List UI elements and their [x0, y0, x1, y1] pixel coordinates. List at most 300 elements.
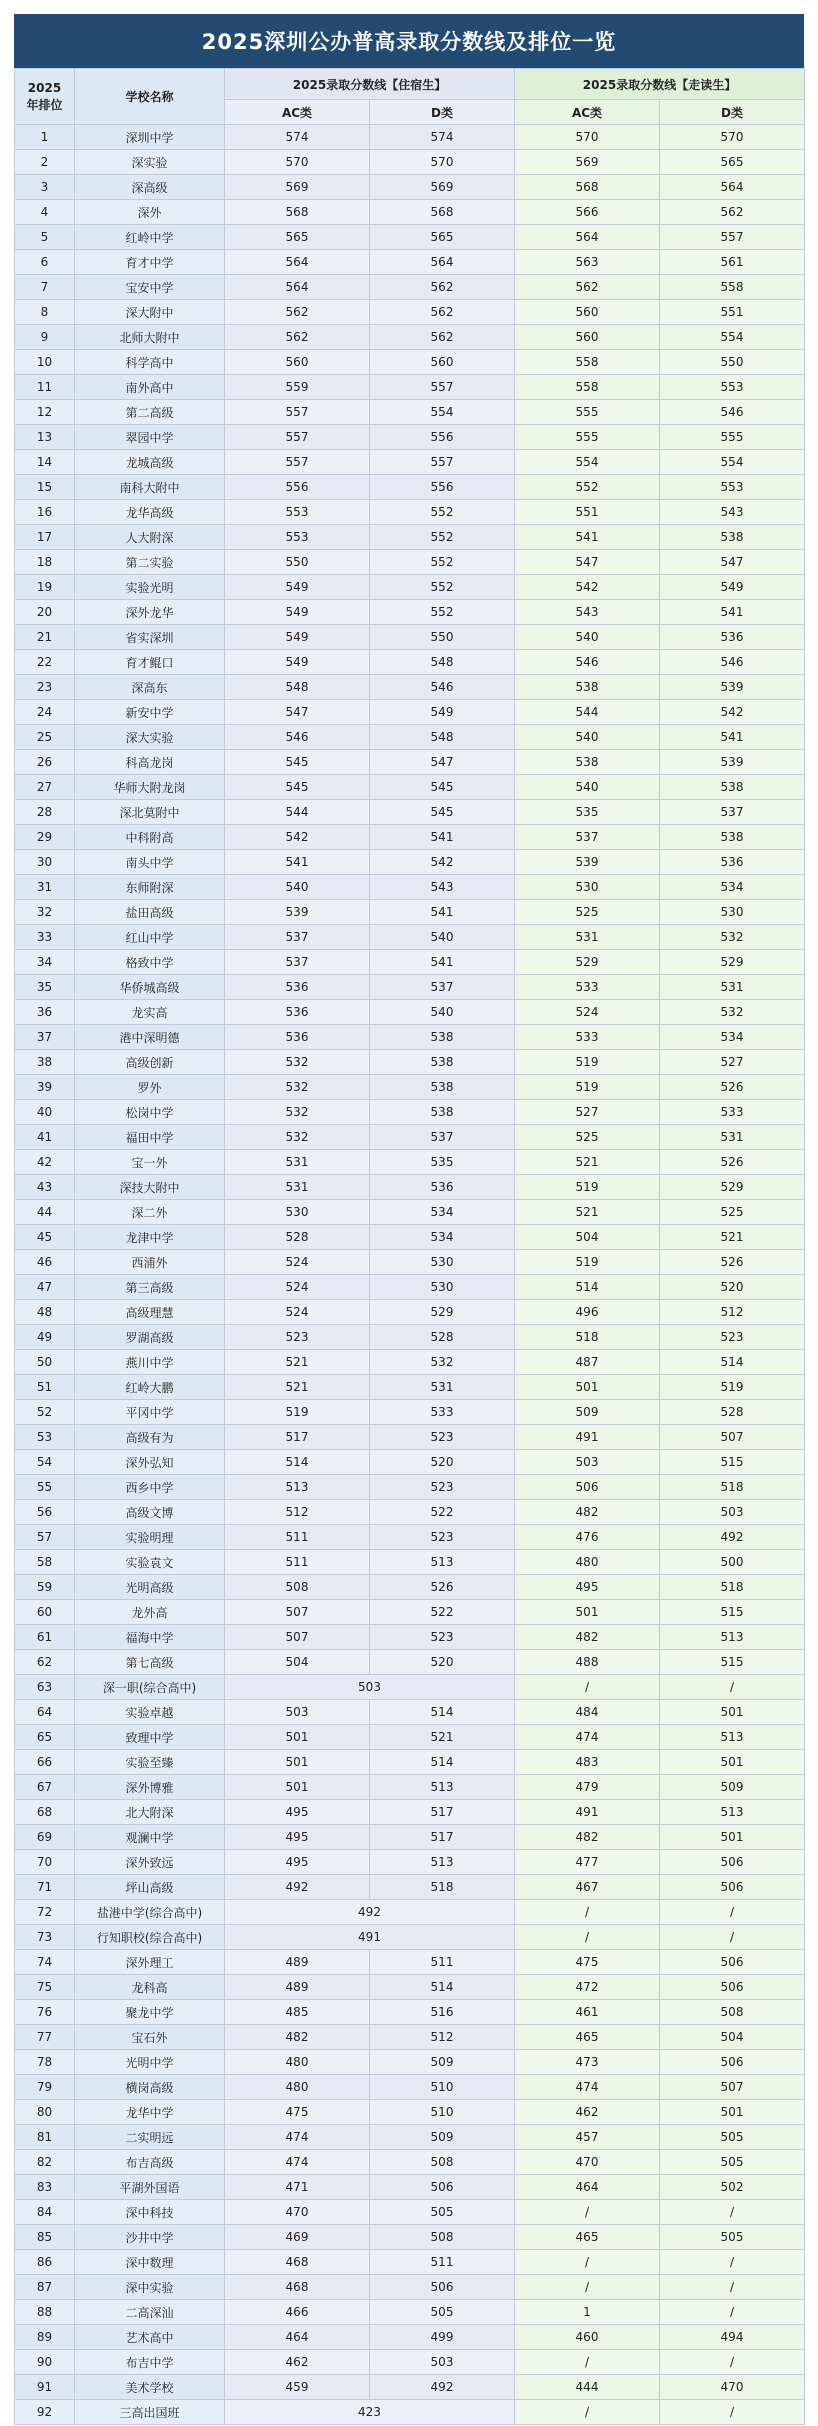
boarding-d-cell: 514: [370, 1750, 515, 1775]
walking-ac-cell: 535: [515, 800, 660, 825]
walking-d-cell: 539: [660, 675, 805, 700]
walking-ac-cell: 514: [515, 1275, 660, 1300]
school-name-cell: 省实深圳: [75, 625, 225, 650]
boarding-d-cell: 562: [370, 275, 515, 300]
table-row: [15, 1075, 805, 1100]
walking-ac-cell: 531: [515, 925, 660, 950]
walking-d-cell: 550: [660, 350, 805, 375]
walking-d-cell: 530: [660, 900, 805, 925]
walking-ac-cell: 501: [515, 1375, 660, 1400]
rank-cell: 32: [15, 900, 75, 925]
walking-ac-cell: 560: [515, 325, 660, 350]
boarding-ac-cell: 489: [225, 1975, 370, 2000]
rank-cell: 20: [15, 600, 75, 625]
walking-d-cell: 514: [660, 1350, 805, 1375]
boarding-ac-cell: 574: [225, 125, 370, 150]
boarding-d-cell: 523: [370, 1625, 515, 1650]
boarding-d-cell: 557: [370, 450, 515, 475]
boarding-ac-cell: 568: [225, 200, 370, 225]
table-row: [15, 800, 805, 825]
boarding-d-cell: 521: [370, 1725, 515, 1750]
walking-d-cell: 515: [660, 1650, 805, 1675]
table-row: [15, 2225, 805, 2250]
boarding-ac-cell: 469: [225, 2225, 370, 2250]
table-row: [15, 1700, 805, 1725]
walking-d-cell: /: [660, 2300, 805, 2325]
rank-cell: 2: [15, 150, 75, 175]
walking-ac-cell: 460: [515, 2325, 660, 2350]
table-row: [15, 1900, 805, 1925]
walking-ac-cell: 527: [515, 1100, 660, 1125]
school-name-cell: 第二实验: [75, 550, 225, 575]
walking-ac-cell: /: [515, 2250, 660, 2275]
walking-d-cell: 527: [660, 1050, 805, 1075]
table-row: [15, 475, 805, 500]
boarding-ac-cell: 495: [225, 1850, 370, 1875]
walking-d-cell: 532: [660, 1000, 805, 1025]
school-name-cell: 科高龙岗: [75, 750, 225, 775]
table-row: [15, 525, 805, 550]
boarding-ac-cell: 531: [225, 1175, 370, 1200]
walking-ac-cell: 533: [515, 1025, 660, 1050]
walking-d-cell: 505: [660, 2225, 805, 2250]
rank-cell: 88: [15, 2300, 75, 2325]
boarding-ac-cell: 524: [225, 1250, 370, 1275]
school-name-cell: 福田中学: [75, 1125, 225, 1150]
rank-cell: 13: [15, 425, 75, 450]
rank-cell: 38: [15, 1050, 75, 1075]
walking-d-cell: 532: [660, 925, 805, 950]
boarding-d-cell: 557: [370, 375, 515, 400]
walking-ac-cell: 477: [515, 1850, 660, 1875]
walking-d-cell: 570: [660, 125, 805, 150]
walking-d-cell: 554: [660, 325, 805, 350]
school-name-cell: 深中实验: [75, 2275, 225, 2300]
rank-cell: 51: [15, 1375, 75, 1400]
school-name-cell: 新安中学: [75, 700, 225, 725]
rank-cell: 30: [15, 850, 75, 875]
table-row: [15, 2100, 805, 2125]
walking-d-cell: 537: [660, 800, 805, 825]
school-name-cell: 龙实高: [75, 1000, 225, 1025]
walking-d-cell: 541: [660, 600, 805, 625]
school-name-cell: 东师附深: [75, 875, 225, 900]
school-name-cell: 实验卓越: [75, 1700, 225, 1725]
walking-d-cell: 551: [660, 300, 805, 325]
table-row: [15, 325, 805, 350]
boarding-d-cell: 506: [370, 2175, 515, 2200]
rank-cell: 80: [15, 2100, 75, 2125]
boarding-ac-cell: 485: [225, 2000, 370, 2025]
walking-d-cell: 504: [660, 2025, 805, 2050]
walking-d-cell: 470: [660, 2375, 805, 2400]
walking-d-cell: 529: [660, 950, 805, 975]
walking-ac-cell: 542: [515, 575, 660, 600]
boarding-d-cell: 511: [370, 2250, 515, 2275]
school-name-cell: 高级文博: [75, 1500, 225, 1525]
boarding-ac-cell: 503: [225, 1700, 370, 1725]
boarding-ac-cell: 514: [225, 1450, 370, 1475]
school-name-cell: 深外致远: [75, 1850, 225, 1875]
rank-cell: 37: [15, 1025, 75, 1050]
walking-ac-cell: 465: [515, 2025, 660, 2050]
boarding-d-cell: 552: [370, 525, 515, 550]
table-row: [15, 2400, 805, 2425]
walking-d-cell: 546: [660, 650, 805, 675]
rank-cell: 83: [15, 2175, 75, 2200]
table-row: [15, 1425, 805, 1450]
rank-cell: 1: [15, 125, 75, 150]
boarding-d-cell: 574: [370, 125, 515, 150]
table-row: [15, 875, 805, 900]
table-row: [15, 1450, 805, 1475]
boarding-d-cell: 538: [370, 1100, 515, 1125]
school-name-cell: 平冈中学: [75, 1400, 225, 1425]
school-name-cell: 福海中学: [75, 1625, 225, 1650]
table-row: [15, 750, 805, 775]
table-row: [15, 700, 805, 725]
boarding-ac-cell: 475: [225, 2100, 370, 2125]
school-name-cell: 行知职校(综合高中): [75, 1925, 225, 1950]
boarding-d-cell: 543: [370, 875, 515, 900]
walking-d-cell: 562: [660, 200, 805, 225]
rank-cell: 27: [15, 775, 75, 800]
boarding-d-cell: 545: [370, 775, 515, 800]
school-name-cell: 港中深明德: [75, 1025, 225, 1050]
rank-cell: 77: [15, 2025, 75, 2050]
walking-ac-cell: 467: [515, 1875, 660, 1900]
table-row: [15, 225, 805, 250]
table-row: [15, 1625, 805, 1650]
table-row: [15, 275, 805, 300]
walking-d-cell: 505: [660, 2125, 805, 2150]
table-row: [15, 300, 805, 325]
walking-d-cell: 531: [660, 975, 805, 1000]
boarding-ac-cell: 546: [225, 725, 370, 750]
table-row: [15, 2050, 805, 2075]
boarding-ac-cell: 501: [225, 1725, 370, 1750]
walking-ac-cell: 506: [515, 1475, 660, 1500]
boarding-score-merged-cell: 492: [225, 1900, 515, 1925]
rank-cell: 84: [15, 2200, 75, 2225]
walking-d-cell: /: [660, 2200, 805, 2225]
boarding-d-cell: 538: [370, 1050, 515, 1075]
table-body: [15, 125, 805, 2425]
boarding-ac-cell: 536: [225, 1025, 370, 1050]
rank-cell: 69: [15, 1825, 75, 1850]
school-name-cell: 罗湖高级: [75, 1325, 225, 1350]
table-row: [15, 1975, 805, 2000]
school-name-cell: 致理中学: [75, 1725, 225, 1750]
walking-ac-cell: 543: [515, 600, 660, 625]
table-row: [15, 550, 805, 575]
walking-ac-cell: 569: [515, 150, 660, 175]
boarding-ac-cell: 553: [225, 500, 370, 525]
walking-ac-cell: /: [515, 2275, 660, 2300]
rank-cell: 42: [15, 1150, 75, 1175]
rank-cell: 67: [15, 1775, 75, 1800]
table-row: [15, 425, 805, 450]
school-name-cell: 深外理工: [75, 1950, 225, 1975]
walking-d-cell: 506: [660, 1850, 805, 1875]
boarding-ac-cell: 539: [225, 900, 370, 925]
boarding-d-cell: 505: [370, 2300, 515, 2325]
boarding-d-cell: 556: [370, 475, 515, 500]
walking-ac-cell: 501: [515, 1600, 660, 1625]
boarding-d-cell: 510: [370, 2100, 515, 2125]
walking-ac-cell: 554: [515, 450, 660, 475]
school-name-cell: 宝石外: [75, 2025, 225, 2050]
walking-ac-cell: 480: [515, 1550, 660, 1575]
school-name-cell: 北大附深: [75, 1800, 225, 1825]
school-name-cell: 深外龙华: [75, 600, 225, 625]
rank-cell: 35: [15, 975, 75, 1000]
walking-ac-cell: 519: [515, 1175, 660, 1200]
boarding-ac-cell: 492: [225, 1875, 370, 1900]
boarding-ac-cell: 511: [225, 1550, 370, 1575]
rank-cell: 8: [15, 300, 75, 325]
rank-cell: 91: [15, 2375, 75, 2400]
boarding-d-cell: 520: [370, 1650, 515, 1675]
rank-cell: 5: [15, 225, 75, 250]
boarding-d-cell: 513: [370, 1850, 515, 1875]
walking-ac-cell: /: [515, 2400, 660, 2425]
school-name-cell: 罗外: [75, 1075, 225, 1100]
rank-cell: 59: [15, 1575, 75, 1600]
boarding-d-cell: 550: [370, 625, 515, 650]
walking-d-cell: 549: [660, 575, 805, 600]
boarding-ac-cell: 545: [225, 775, 370, 800]
school-name-cell: 高级理慧: [75, 1300, 225, 1325]
walking-d-cell: 506: [660, 1875, 805, 1900]
rank-cell: 71: [15, 1875, 75, 1900]
walking-ac-cell: 538: [515, 675, 660, 700]
rank-cell: 24: [15, 700, 75, 725]
table-row: [15, 975, 805, 1000]
rank-cell: 29: [15, 825, 75, 850]
school-name-cell: 龙华中学: [75, 2100, 225, 2125]
table-row: [15, 1850, 805, 1875]
walking-ac-cell: 503: [515, 1450, 660, 1475]
walking-d-cell: 529: [660, 1175, 805, 1200]
school-name-cell: 龙城高级: [75, 450, 225, 475]
table-row: [15, 1925, 805, 1950]
walking-ac-cell: 568: [515, 175, 660, 200]
boarding-d-cell: 514: [370, 1700, 515, 1725]
walking-ac-cell: 524: [515, 1000, 660, 1025]
page-title: 2025深圳公办普高录取分数线及排位一览: [14, 14, 804, 68]
walking-d-cell: 557: [660, 225, 805, 250]
school-name-cell: 深大实验: [75, 725, 225, 750]
walking-ac-cell: 473: [515, 2050, 660, 2075]
boarding-d-cell: 528: [370, 1325, 515, 1350]
walking-d-cell: 501: [660, 1700, 805, 1725]
boarding-ac-cell: 462: [225, 2350, 370, 2375]
school-name-cell: 光明高级: [75, 1575, 225, 1600]
walking-ac-cell: 472: [515, 1975, 660, 2000]
boarding-d-cell: 552: [370, 575, 515, 600]
boarding-d-cell: 520: [370, 1450, 515, 1475]
walking-ac-cell: 521: [515, 1150, 660, 1175]
rank-cell: 44: [15, 1200, 75, 1225]
boarding-ac-cell: 547: [225, 700, 370, 725]
table-row: [15, 2275, 805, 2300]
walking-d-cell: 547: [660, 550, 805, 575]
walking-d-cell: 533: [660, 1100, 805, 1125]
table-row: [15, 1875, 805, 1900]
walking-d-cell: 554: [660, 450, 805, 475]
walking-d-cell: 553: [660, 475, 805, 500]
walking-ac-cell: 544: [515, 700, 660, 725]
walking-ac-cell: 551: [515, 500, 660, 525]
boarding-d-cell: 533: [370, 1400, 515, 1425]
walking-ac-cell: 474: [515, 1725, 660, 1750]
rank-cell: 58: [15, 1550, 75, 1575]
boarding-d-cell: 562: [370, 325, 515, 350]
school-name-cell: 光明中学: [75, 2050, 225, 2075]
boarding-ac-cell: 532: [225, 1050, 370, 1075]
boarding-ac-cell: 530: [225, 1200, 370, 1225]
boarding-ac-cell: 542: [225, 825, 370, 850]
rank-cell: 6: [15, 250, 75, 275]
boarding-ac-cell: 532: [225, 1125, 370, 1150]
boarding-ac-cell: 550: [225, 550, 370, 575]
table-row: [15, 725, 805, 750]
school-name-cell: 深高东: [75, 675, 225, 700]
table-row: [15, 900, 805, 925]
table-row: [15, 1175, 805, 1200]
walking-ac-cell: 562: [515, 275, 660, 300]
walking-d-cell: 500: [660, 1550, 805, 1575]
boarding-ac-cell: 495: [225, 1800, 370, 1825]
table-row: [15, 1750, 805, 1775]
table-row: [15, 1675, 805, 1700]
walking-ac-cell: 546: [515, 650, 660, 675]
boarding-d-cell: 506: [370, 2275, 515, 2300]
walking-ac-cell: /: [515, 2200, 660, 2225]
boarding-ac-cell: 528: [225, 1225, 370, 1250]
walking-ac-cell: 539: [515, 850, 660, 875]
rank-cell: 92: [15, 2400, 75, 2425]
table-row: [15, 150, 805, 175]
boarding-ac-cell: 519: [225, 1400, 370, 1425]
school-name-cell: 科学高中: [75, 350, 225, 375]
rank-cell: 68: [15, 1800, 75, 1825]
boarding-ac-cell: 482: [225, 2025, 370, 2050]
school-name-cell: 深北莫附中: [75, 800, 225, 825]
boarding-d-cell: 531: [370, 1375, 515, 1400]
rank-cell: 10: [15, 350, 75, 375]
rank-cell: 54: [15, 1450, 75, 1475]
boarding-ac-cell: 471: [225, 2175, 370, 2200]
school-name-cell: 松岗中学: [75, 1100, 225, 1125]
rank-cell: 75: [15, 1975, 75, 2000]
boarding-ac-cell: 545: [225, 750, 370, 775]
walking-d-cell: 526: [660, 1150, 805, 1175]
boarding-ac-cell: 540: [225, 875, 370, 900]
boarding-ac-cell: 557: [225, 425, 370, 450]
boarding-d-cell: 518: [370, 1875, 515, 1900]
rank-cell: 21: [15, 625, 75, 650]
boarding-d-cell: 517: [370, 1800, 515, 1825]
school-name-cell: 格致中学: [75, 950, 225, 975]
table-row: [15, 1300, 805, 1325]
rank-cell: 46: [15, 1250, 75, 1275]
boarding-score-merged-cell: 491: [225, 1925, 515, 1950]
boarding-score-header: 2025录取分数线【住宿生】: [225, 69, 515, 100]
boarding-ac-cell: 468: [225, 2250, 370, 2275]
school-name-cell: 高级创新: [75, 1050, 225, 1075]
boarding-d-cell: 513: [370, 1775, 515, 1800]
boarding-d-cell: 536: [370, 1175, 515, 1200]
walking-d-cell: /: [660, 1675, 805, 1700]
boarding-ac-cell: 537: [225, 950, 370, 975]
walking-ac-cell: 475: [515, 1950, 660, 1975]
rank-cell: 26: [15, 750, 75, 775]
walking-ac-cell: 540: [515, 625, 660, 650]
school-name-cell: 第二高级: [75, 400, 225, 425]
boarding-d-cell: 505: [370, 2200, 515, 2225]
walking-d-cell: 507: [660, 1425, 805, 1450]
table-row: [15, 650, 805, 675]
rank-cell: 33: [15, 925, 75, 950]
table-row: [15, 2300, 805, 2325]
boarding-d-cell: 530: [370, 1275, 515, 1300]
walking-ac-cell: 496: [515, 1300, 660, 1325]
rank-cell: 53: [15, 1425, 75, 1450]
boarding-ac-cell: 474: [225, 2150, 370, 2175]
school-name-cell: 盐田高级: [75, 900, 225, 925]
boarding-d-header: D类: [370, 100, 515, 125]
table-row: [15, 850, 805, 875]
walking-ac-cell: 519: [515, 1075, 660, 1100]
boarding-d-cell: 514: [370, 1975, 515, 2000]
rank-cell: 16: [15, 500, 75, 525]
boarding-ac-cell: 532: [225, 1100, 370, 1125]
boarding-d-cell: 547: [370, 750, 515, 775]
boarding-ac-cell: 549: [225, 650, 370, 675]
walking-d-cell: 508: [660, 2000, 805, 2025]
boarding-ac-cell: 537: [225, 925, 370, 950]
table-row: [15, 1500, 805, 1525]
boarding-ac-cell: 480: [225, 2050, 370, 2075]
walking-ac-cell: 552: [515, 475, 660, 500]
boarding-ac-cell: 570: [225, 150, 370, 175]
boarding-d-cell: 537: [370, 975, 515, 1000]
walking-d-cell: 502: [660, 2175, 805, 2200]
boarding-d-cell: 565: [370, 225, 515, 250]
table-row: [15, 1150, 805, 1175]
table-row: [15, 250, 805, 275]
rank-cell: 87: [15, 2275, 75, 2300]
walking-ac-cell: 519: [515, 1050, 660, 1075]
boarding-ac-cell: 556: [225, 475, 370, 500]
walking-d-cell: 515: [660, 1450, 805, 1475]
rank-cell: 73: [15, 1925, 75, 1950]
school-name-cell: 三高出国班: [75, 2400, 225, 2425]
rank-cell: 31: [15, 875, 75, 900]
walking-d-cell: /: [660, 2350, 805, 2375]
walking-d-cell: 539: [660, 750, 805, 775]
table-row: [15, 2250, 805, 2275]
school-name-cell: 龙津中学: [75, 1225, 225, 1250]
walking-d-cell: 543: [660, 500, 805, 525]
school-name-cell: 深中科技: [75, 2200, 225, 2225]
walking-d-header: D类: [660, 100, 805, 125]
walking-d-cell: 531: [660, 1125, 805, 1150]
table-row: [15, 450, 805, 475]
walking-ac-header: AC类: [515, 100, 660, 125]
